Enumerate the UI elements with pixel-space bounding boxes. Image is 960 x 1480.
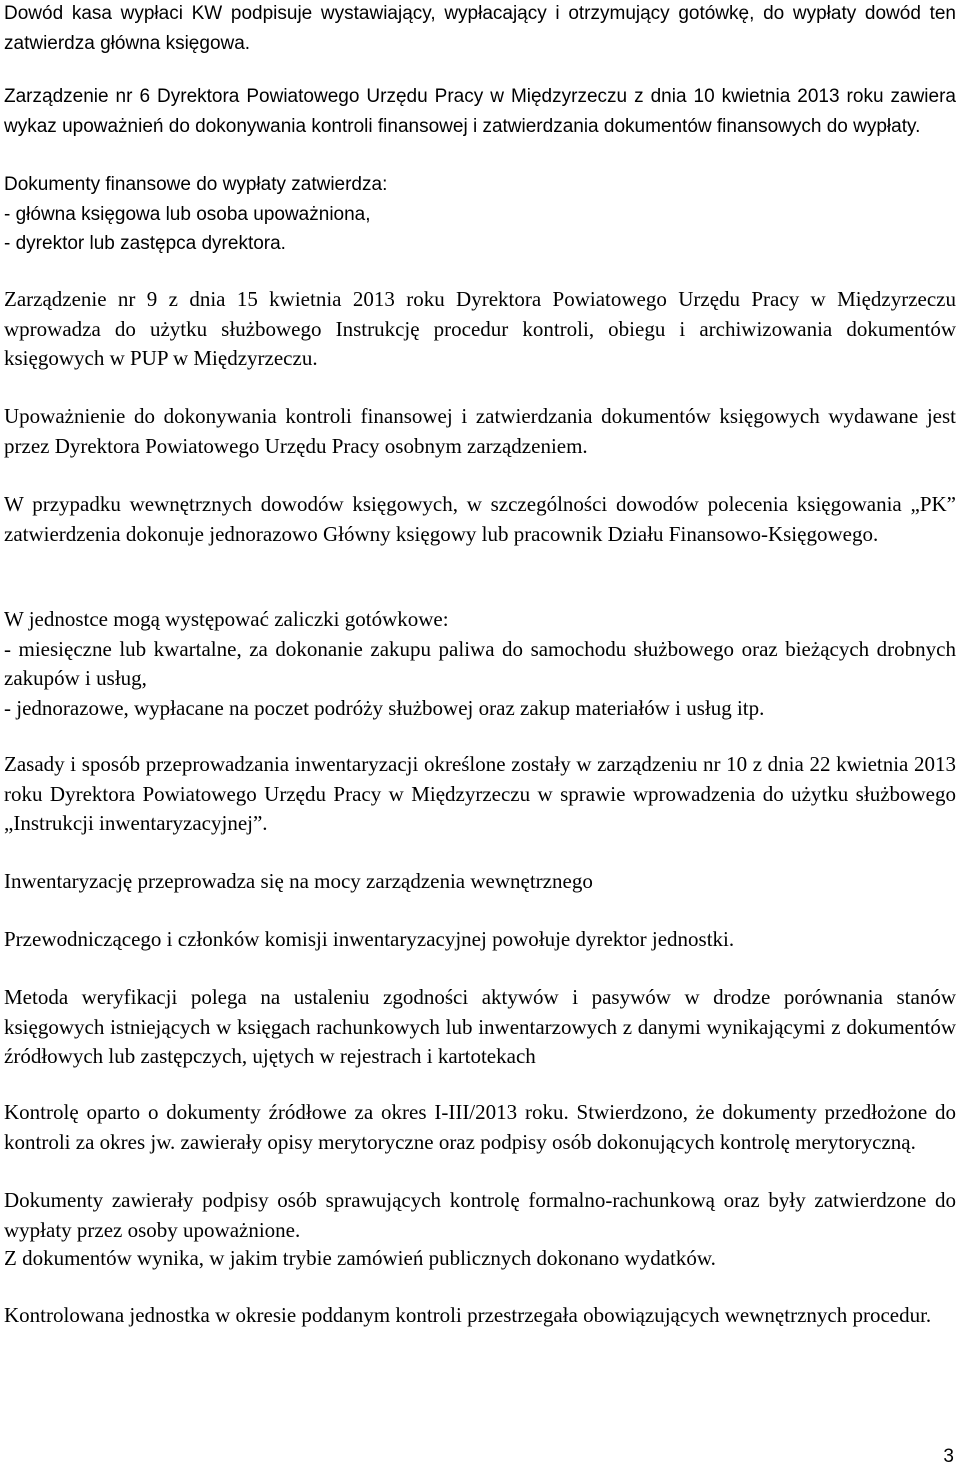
paragraph-inventory-committee: Przewodniczącego i członków komisji inwentaryzacyjnej powołuje dyrektor jednostki. (4, 927, 735, 951)
approval-list-item: - dyrektor lub zastępca dyrektora. (4, 233, 286, 254)
cash-advances-item: - jednorazowe, wypłacane na poczet podróży służbowej oraz zakup materiałów i usług itp. (4, 695, 765, 720)
paragraph-internal-documents: W przypadku wewnętrznych dowodów księgowych, w szczególności dowodów polecenia księgowania „PK” zatwierdzenia dokonuje jednorazowo Główny księgowy lub pracownik Działu Finansowo-Księgowego. (4, 492, 956, 546)
paragraph-inventory-basis: Inwentaryzację przeprowadza się na mocy zarządzenia wewnętrznego (4, 869, 593, 893)
paragraph-inventory-rules: Zasady i sposób przeprowadzania inwentaryzacji określone zostały w zarządzeniu nr 10 z dnia 22 kwietnia 2013 roku Dyrektora Powiatowego Urzędu Pracy w Międzyrzeczu w sprawie wprowadzenia do użytku służbowego „Instrukcji inwentaryzacyjnej”. (4, 752, 956, 835)
paragraph-formal-control: Dokumenty zawierały podpisy osób sprawujących kontrolę formalno-rachunkową oraz były zatwierdzone do wypłaty przez osoby upoważnione. (4, 1188, 956, 1242)
paragraph-order-6: Zarządzenie nr 6 Dyrektora Powiatowego Urzędu Pracy w Międzyrzeczu z dnia 10 kwietnia 2013 roku zawiera wykaz upoważnień do dokonywania kontroli finansowej i zatwierdzania dokumentów finansowych do wypłaty. (4, 86, 956, 137)
paragraph-cash-advances (4, 605, 956, 723)
approval-list-item: - główna księgowa lub osoba upoważniona, (4, 203, 371, 225)
paragraph-kw-cash-payment: Dowód kasa wypłaci KW podpisuje wystawiający, wypłacający i otrzymujący gotówkę, do wypłaty dowód ten zatwierdza główna księgowa. (4, 3, 956, 54)
paragraph-authorization: Upoważnienie do dokonywania kontroli finansowej i zatwierdzania dokumentów księgowych wydawane jest przez Dyrektora Powiatowego Urzędu Pracy osobnym zarządzeniem. (4, 404, 956, 458)
cash-advances-item: - miesięczne lub kwartalne, za dokonanie zakupu paliwa do samochodu służbowego oraz bieżących drobnych zakupów i usług, (4, 636, 956, 690)
paragraph-public-procurement: Z dokumentów wynika, w jakim trybie zamówień publicznych dokonano wydatków. (4, 1246, 716, 1270)
approval-list (4, 170, 956, 259)
page-number: 3 (943, 1446, 954, 1467)
approval-list-heading: Dokumenty finansowe do wypłaty zatwierdza: (4, 174, 388, 195)
paragraph-verification-method: Metoda weryfikacji polega na ustaleniu zgodności aktywów i pasywów w drodze porównania stanów księgowych istniejących w księgach rachunkowych lub inwentarzowych z danymi wynikającymi z dokumentów źródłowych lub zastępczych, ujętych w rejestrach i kartotekach (4, 985, 956, 1068)
paragraph-order-9: Zarządzenie nr 9 z dnia 15 kwietnia 2013 roku Dyrektora Powiatowego Urzędu Pracy w Międzyrzeczu wprowadza do użytku służbowego Instrukcję procedur kontroli, obiegu i archiwizowania dokumentów księgowych w PUP w Międzyrzeczu. (4, 287, 956, 370)
paragraph-control-basis: Kontrolę oparto o dokumenty źródłowe za okres I-III/2013 roku. Stwierdzono, że dokumenty przedłożone do kontroli za okres jw. zawierały opisy merytoryczne oraz podpisy osób dokonujących kontrolę merytoryczną. (4, 1100, 956, 1154)
paragraph-conclusion: Kontrolowana jednostka w okresie poddanym kontroli przestrzegała obowiązujących wewnętrznych procedur. (4, 1303, 932, 1327)
cash-advances-intro: W jednostce mogą występować zaliczki gotówkowe: (4, 607, 449, 631)
